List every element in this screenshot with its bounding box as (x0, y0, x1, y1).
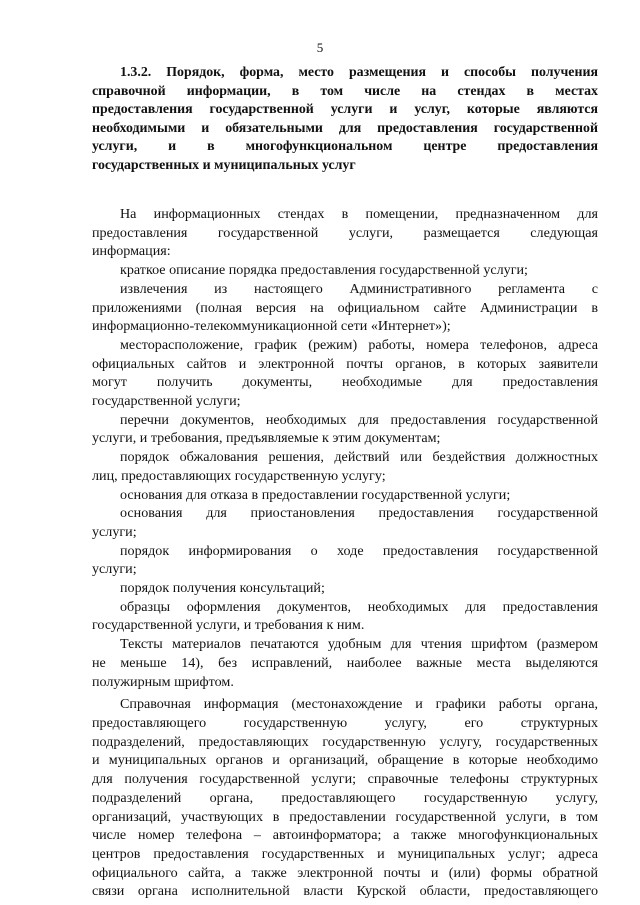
text-line: порядок информирования о ходе предоставления государственной (120, 542, 598, 559)
paragraph (92, 280, 598, 336)
text-line: порядок обжалования решения, действий или бездействия должностных (120, 449, 598, 466)
heading-line: услуги, и в многофункциональном центре предоставления (92, 139, 598, 155)
paragraph (92, 695, 598, 901)
text-line: образцы оформления документов, необходимых для предоставления (120, 598, 598, 615)
text-line: услуги; (92, 561, 137, 578)
paragraph (92, 542, 598, 579)
paragraph (92, 261, 598, 280)
text-line: организаций, участвующих в предоставлении государственной услуги, в том (92, 808, 598, 825)
heading-line: предоставления государственной услуги и услуг, которые являются (92, 102, 598, 118)
text-line: краткое описание порядка предоставления государственной услуги; (120, 262, 528, 279)
text-line: услуги; (92, 523, 137, 540)
text-line: официальных сайтов и электронной почты органов, в которых заявители (92, 355, 598, 372)
text-line: могут получить документы, необходимые для предоставления (92, 374, 598, 391)
paragraph (92, 205, 598, 261)
text-line: подразделений, предоставляющих государственную услугу, государственных (92, 733, 598, 750)
page-number: 5 (316, 40, 324, 55)
paragraph (92, 486, 598, 505)
text-line: перечни документов, необходимых для предоставления государственной (120, 411, 598, 428)
text-line: официального сайта, а также электронной почты и (или) формы обратной (92, 864, 598, 881)
heading-line: необходимыми и обязательными для предоставления государственной (92, 120, 598, 136)
paragraph (92, 336, 598, 411)
text-line: государственной услуги; (92, 393, 241, 410)
text-line: и муниципальных органов и организаций, обращение в которые необходимо (92, 752, 598, 769)
text-line: центров предоставления государственных и муниципальных услуг; адреса (92, 845, 598, 862)
text-line: основания для отказа в предоставлении государственной услуги; (120, 486, 511, 503)
text-line: основания для приостановления предоставления государственной (120, 505, 598, 522)
text-line: предоставляющего государственную услугу, его структурных (92, 714, 598, 731)
paragraph (92, 448, 598, 485)
text-line: подразделений органа, предоставляющего государственную услугу, (92, 789, 598, 806)
paragraph (92, 579, 598, 598)
text-line: предоставления государственной услуги, размещается следующая (92, 224, 598, 241)
heading-line: справочной информации, в том числе на стендах в местах (92, 83, 598, 99)
text-line: извлечения из настоящего Административного регламента с (120, 280, 598, 297)
paragraph (92, 598, 598, 635)
paragraph (92, 504, 598, 541)
paragraph (92, 635, 598, 691)
text-line: Тексты материалов печатаются удобным для чтения шрифтом (размером (120, 636, 598, 653)
text-line: не меньше 14), без исправлений, наиболее важные места выделяются (92, 654, 598, 671)
section-heading (92, 64, 598, 176)
text-line: для получения государственной услуги; справочные телефоны структурных (92, 771, 598, 788)
text-line: услуги, и требования, предъявляемые к этим документам; (92, 430, 441, 447)
paragraph (92, 411, 598, 448)
text-line: приложениями (полная версия на официальном сайте Администрации в (92, 299, 598, 316)
text-line: Справочная информация (местонахождение и графики работы органа, (120, 696, 598, 713)
text-line: лиц, предоставляющих государственную услугу; (92, 467, 386, 484)
text-line: месторасположение, график (режим) работы, номера телефонов, адреса (120, 336, 598, 353)
heading-line: государственных и муниципальных услуг (92, 157, 356, 173)
heading-line: 1.3.2. Порядок, форма, место размещения и способы получения (120, 65, 598, 80)
text-line: На информационных стендах в помещении, предназначенном для (120, 206, 598, 222)
text-line: порядок получения консультаций; (120, 580, 325, 597)
text-line: информационно-телекоммуникационной сети «Интернет»); (92, 318, 451, 335)
document-body (92, 205, 598, 901)
text-line: числе номер телефона – автоинформатора; а также многофункциональных (92, 827, 598, 844)
text-line: полужирным шрифтом. (92, 673, 234, 690)
text-line: связи органа исполнительной власти Курской области, предоставляющего (92, 883, 598, 900)
text-line: информация: (92, 243, 171, 260)
text-line: государственной услуги, и требования к ним. (92, 617, 365, 634)
